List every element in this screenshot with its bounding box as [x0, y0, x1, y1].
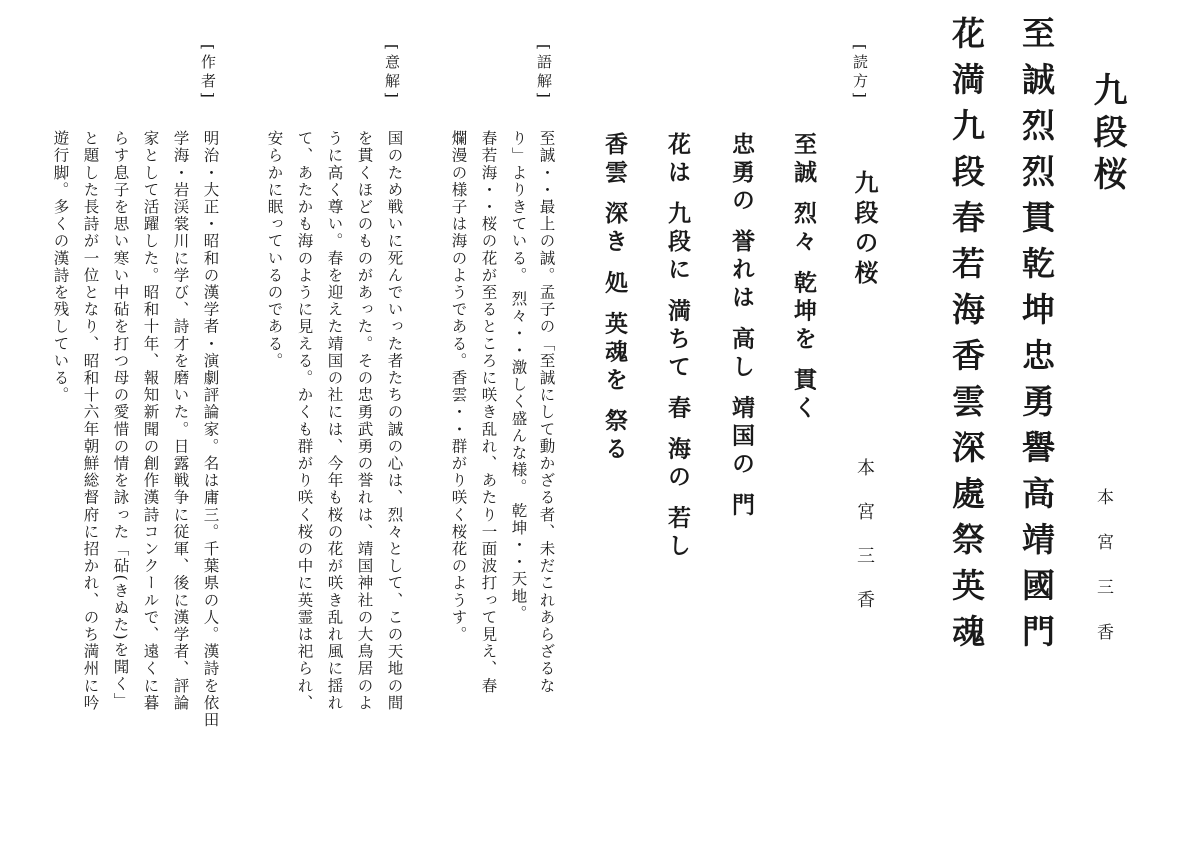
reading-line-2: 忠勇の 誉れは 高し 靖国の 門	[728, 132, 755, 521]
glossary-line-2: り」よりきている。 烈々・・激しく盛んな様。 乾坤・・天地。	[509, 130, 528, 622]
reading-line-3: 花は 九段に 満ちて 春 海の 若し	[664, 132, 691, 562]
author-note-line-6: 遊行脚。多くの漢詩を残している。	[51, 130, 70, 404]
meaning-line-2: を貫くほどのものがあった。その忠勇武勇の誉れは、靖国神社の大鳥居のよ	[355, 130, 374, 712]
meaning-line-5: 安らかに眠っているのである。	[265, 130, 284, 370]
glossary-line-1: 至誠・・最上の誠。孟子の「至誠にして動かざる者、未だこれあらざるな	[537, 130, 556, 695]
glossary-heading: [語解]	[535, 44, 553, 102]
author-note-line-4: らす息子を思い寒い中砧を打つ母の愛惜の情を詠った「砧(きぬた)を聞く」	[111, 130, 130, 710]
reading-author: 本宮三香	[854, 458, 875, 634]
reading-heading: [読方]	[851, 44, 869, 102]
author-note-line-2: 学海・岩渓裳川に学び、詩才を磨いた。日露戦争に従軍、後に漢学者、評論	[171, 130, 190, 712]
page-title: 九段桜	[1087, 72, 1127, 198]
author-note-line-5: と題した長詩が一位となり、昭和十六年朝鮮総督府に招かれ、のち満州に吟	[81, 130, 100, 712]
author-note-line-3: 家として活躍した。昭和十年、報知新聞の創作漢詩コンクールで、遠くに暮	[141, 130, 160, 712]
reading-title: 九段の桜	[850, 170, 879, 290]
glossary-line-4: 爛漫の様子は海のようである。香雲・・群がり咲く桜花のようす。	[449, 130, 468, 643]
author-note-heading: [作者]	[199, 44, 217, 102]
author-note-line-1: 明治・大正・昭和の漢学者・演劇評論家。名は庸三。千葉県の人。漢詩を依田	[201, 130, 220, 729]
meaning-line-1: 国のため戦いに死んでいった者たちの誠の心は、烈々として、この天地の間	[385, 130, 404, 712]
meaning-line-4: て、あたかも海のように見える。かくも群がり咲く桜の中に英霊は祀られ、	[295, 130, 314, 712]
reading-line-1: 至誠 烈々 乾坤を 貫く	[790, 132, 817, 424]
kanshi-line-1: 至誠烈烈貫乾坤忠勇譽高靖國門	[1017, 16, 1056, 660]
meaning-line-3: うに高く尊い。春を迎えた靖国の社には、今年も桜の花が咲き乱れ風に揺れ	[325, 130, 344, 712]
reading-line-4: 香雲 深き 処 英魂を 祭る	[601, 132, 628, 465]
meaning-heading: [意解]	[383, 44, 401, 102]
kanshi-line-2: 花満九段春若海香雲深處祭英魂	[947, 16, 986, 660]
glossary-line-3: 春若海・・桜の花が至るところに咲き乱れ、あたり一面波打って見え、春	[479, 130, 498, 695]
author-name: 本宮三香	[1093, 488, 1113, 668]
